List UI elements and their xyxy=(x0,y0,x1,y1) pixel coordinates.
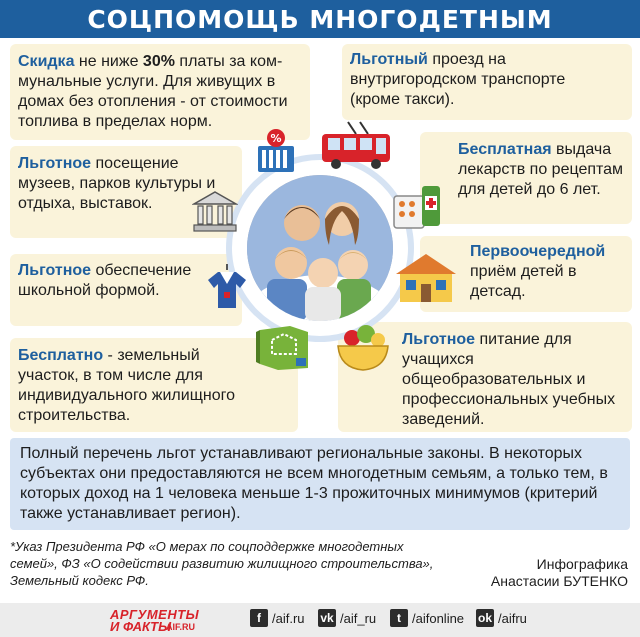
page-title: СОЦПОМОЩЬ МНОГОДЕТНЫМ xyxy=(87,4,553,34)
card-uniform-heading: Льготное xyxy=(18,262,92,279)
vk-icon: vk xyxy=(318,609,336,627)
aif-logo[interactable] xyxy=(110,606,210,634)
trolleybus-icon xyxy=(320,120,392,175)
card-uniform-text xyxy=(18,261,198,301)
card-medicine-heading: Бесплатная xyxy=(458,141,552,158)
odnoklassniki-icon: ok xyxy=(477,611,492,625)
legal-footnote: *Указ Президента РФ «О мерах по соцподдержке многодетных семей», ФЗ «О содействии развитию жилищного строительства», Земельный кодекс РФ. xyxy=(10,539,434,588)
card-kindergarten-body: приём детей в детсад. xyxy=(470,263,577,300)
social-twitter[interactable] xyxy=(390,609,464,627)
social-facebook[interactable] xyxy=(250,609,305,627)
aif-logo-line2: И ФАКТЫ xyxy=(110,619,172,634)
social-facebook-label: /aif.ru xyxy=(272,610,305,626)
card-discount-value: 30% xyxy=(142,53,175,70)
facebook-icon: f xyxy=(250,609,268,627)
svg-text:%: % xyxy=(270,132,282,145)
family-photo xyxy=(247,175,393,321)
card-kindergarten-text xyxy=(470,242,632,302)
aif-logo-domain: AIF.RU xyxy=(166,622,195,632)
card-medicine-text xyxy=(458,140,630,200)
card-discount-text-b: платы за ком-мунальные услуги. Для живущих в домах без отопления - от стоимости топлива в пределах норм. xyxy=(18,53,288,130)
card-discount-heading: Скидка xyxy=(18,53,75,70)
card-transport-text xyxy=(350,50,610,110)
family-illustration xyxy=(247,175,393,321)
card-discount-text xyxy=(18,52,308,132)
author-credit xyxy=(491,556,628,590)
land-plot-icon xyxy=(256,324,312,377)
social-vk[interactable] xyxy=(318,609,376,627)
food-bowl-icon xyxy=(334,322,392,379)
aif-logo-line1: АРГУМЕНТЫ xyxy=(110,607,200,622)
card-museum-body: посещение музеев, парков культуры и отдыха, выставок. xyxy=(18,155,216,212)
author-credit-line1: Инфографика xyxy=(536,556,628,572)
title-bar xyxy=(0,0,640,38)
utility-bill-icon xyxy=(256,128,296,179)
card-food-body: питание для учащихся общеобразовательных и профессиональных учебных заведений. xyxy=(402,331,616,428)
card-food-text xyxy=(402,330,626,430)
museum-icon xyxy=(192,190,238,237)
card-land-heading: Бесплатно xyxy=(18,347,104,364)
card-museum-text xyxy=(18,154,218,214)
social-twitter-label: /aifonline xyxy=(412,610,465,626)
card-uniform-body: обеспечение школьной формой. xyxy=(18,262,192,299)
card-discount-text-a: не ниже xyxy=(74,53,143,70)
social-odnoklassniki-label: /aifru xyxy=(498,610,527,626)
card-medicine-body: выдача лекарств по рецептам для детей до 6 лет. xyxy=(458,141,624,198)
kindergarten-icon xyxy=(394,252,458,309)
card-transport-heading: Льготный xyxy=(350,51,428,68)
school-uniform-icon xyxy=(204,262,250,317)
card-museum-heading: Льготное xyxy=(18,155,92,172)
medicine-icon xyxy=(392,182,444,237)
social-vk-label: /aif_ru xyxy=(340,610,377,626)
regional-laws-note-text: Полный перечень льгот устанавливают региональные законы. В некоторых субъектах они предоставляются не всем многодетным семьям, а только тем, в которых доход на 1 человека меньше 1-3 прожиточных минимумов (критерий также устанавливает регион). xyxy=(20,445,608,522)
author-credit-line2: Анастасии БУТЕНКО xyxy=(490,573,628,589)
card-kindergarten-heading: Первоочередной xyxy=(470,243,606,260)
twitter-icon: t xyxy=(390,609,408,627)
regional-laws-note xyxy=(10,438,630,530)
card-food-heading: Льготное xyxy=(402,331,476,348)
card-land-text xyxy=(18,346,258,426)
social-odnoklassniki[interactable] xyxy=(476,609,527,627)
card-transport-body: проезд на внутригородском транспорте (кроме такси). xyxy=(350,51,566,108)
card-land-body: - земельный участок, в том числе для индивидуального жилищного строительства. xyxy=(18,347,235,424)
